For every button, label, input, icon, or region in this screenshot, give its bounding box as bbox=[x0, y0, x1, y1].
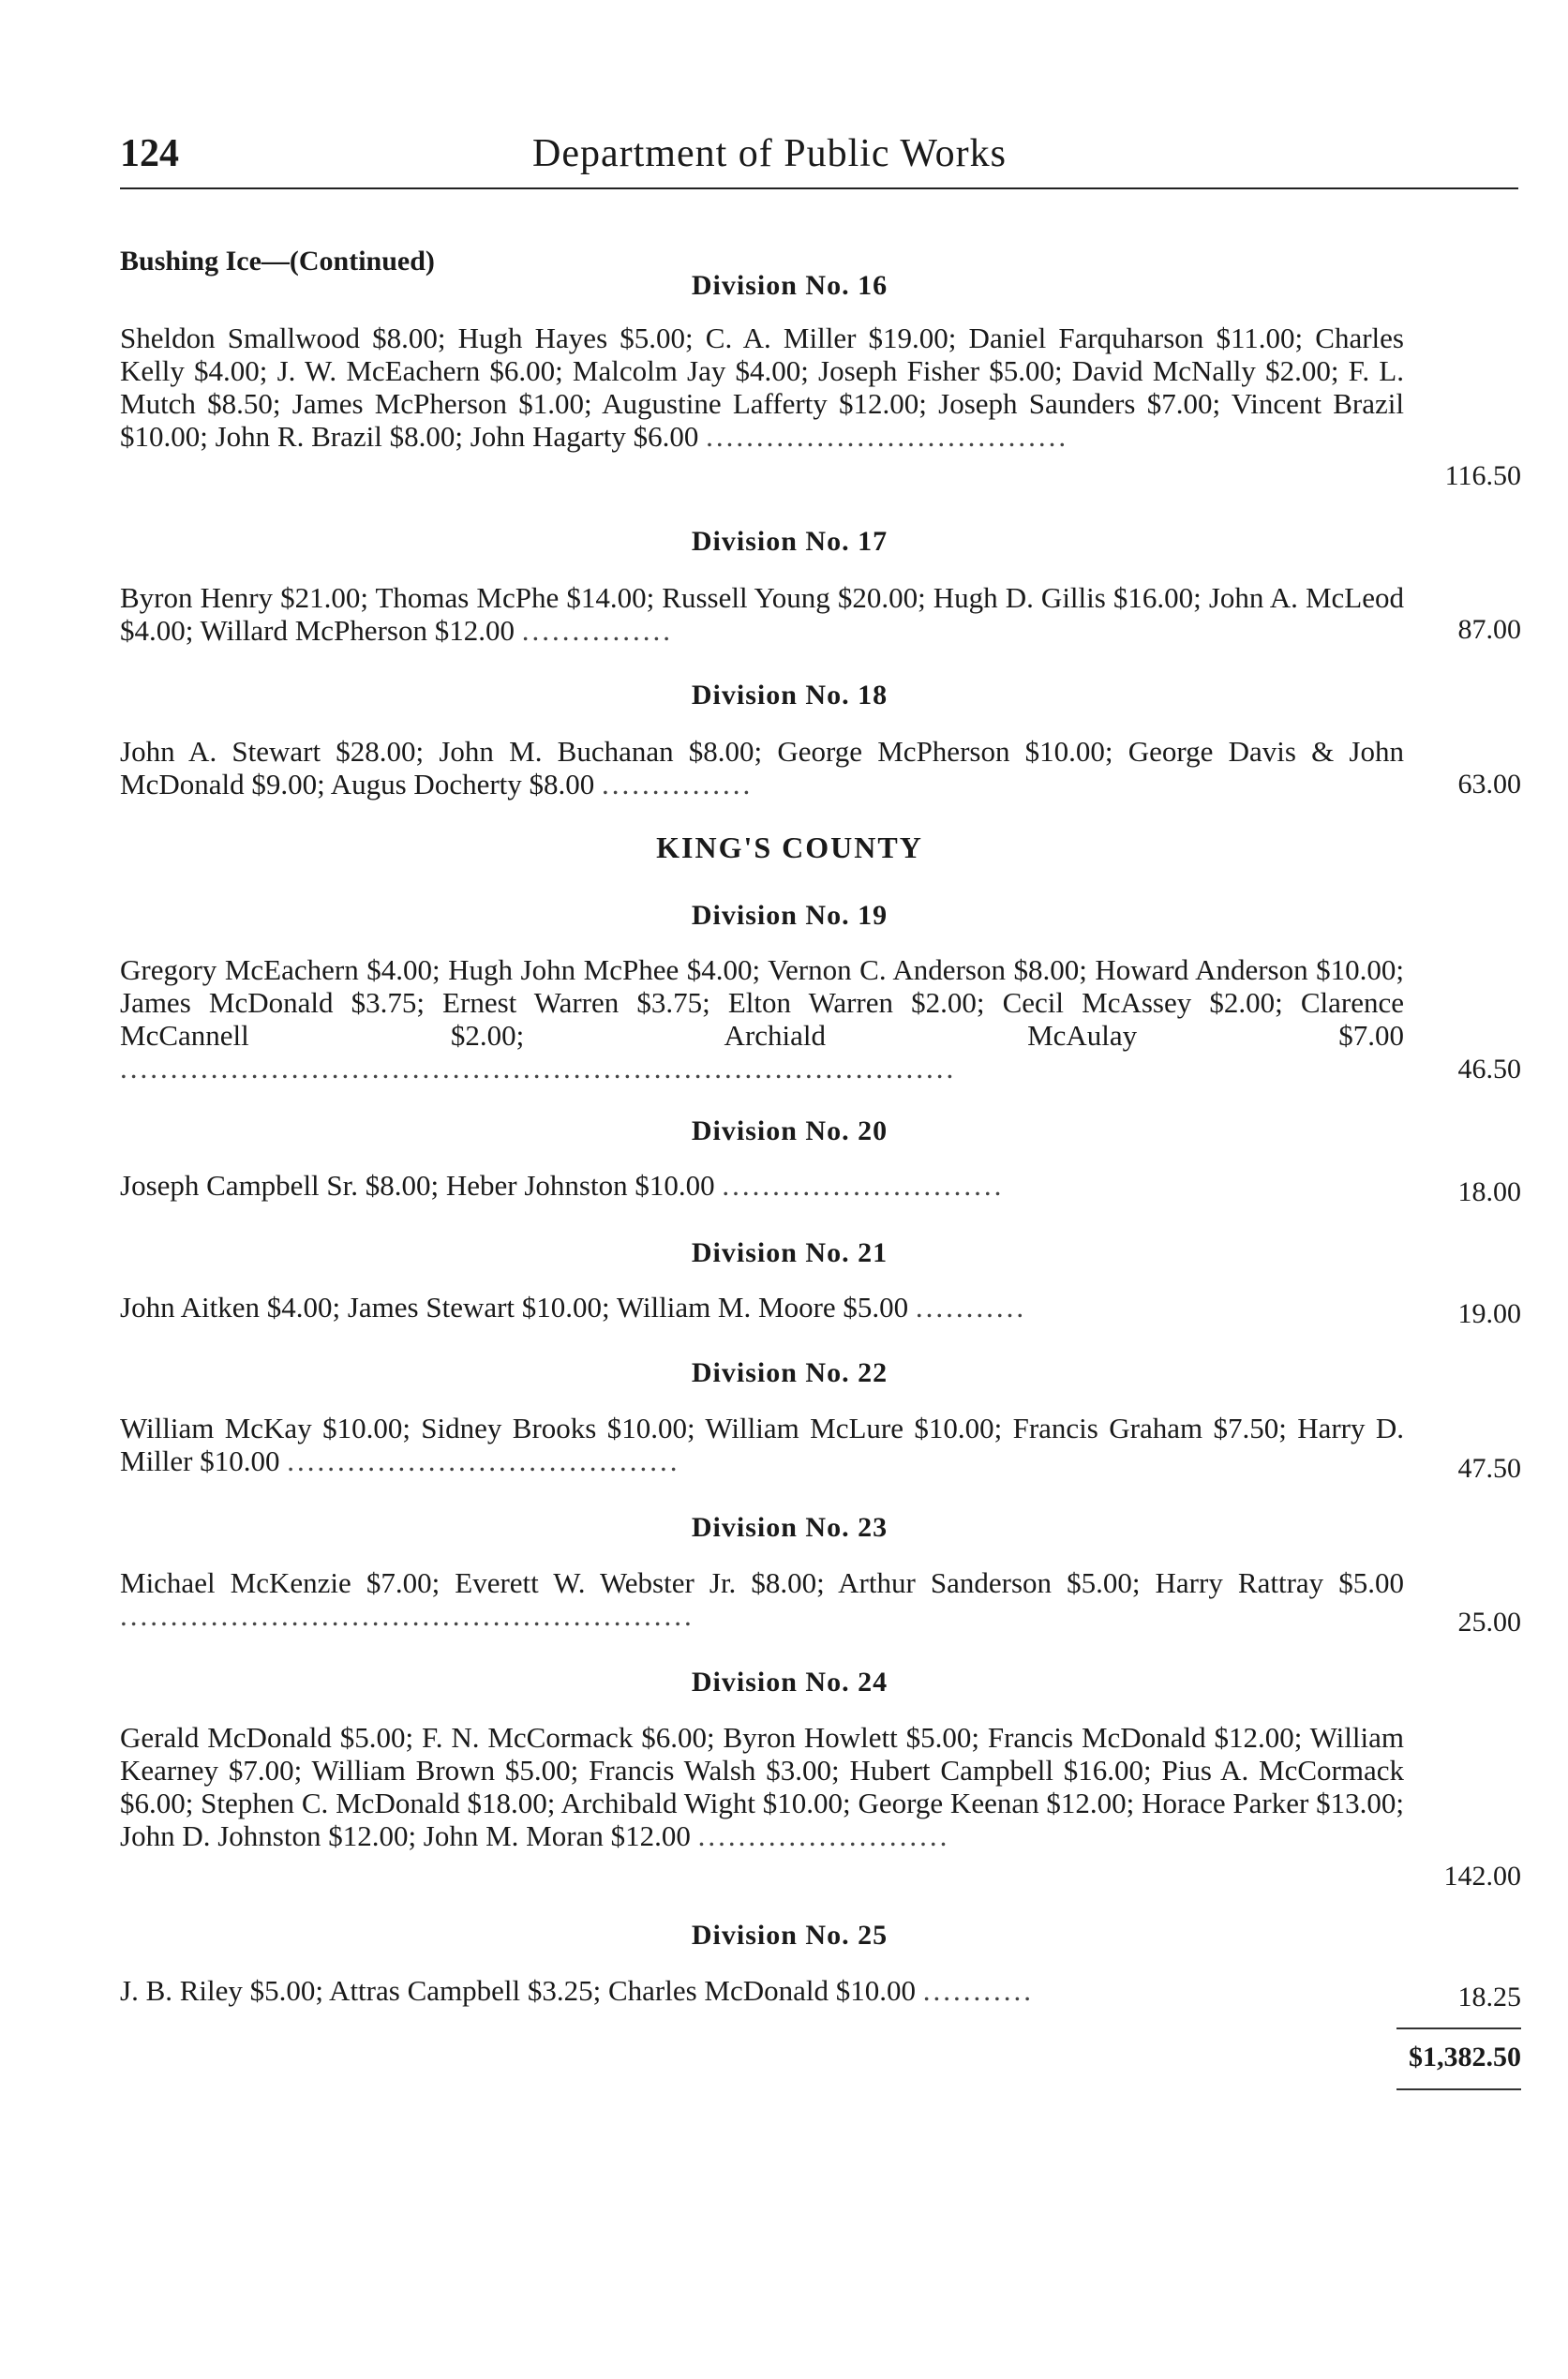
division-heading: Division No. 23 bbox=[691, 1512, 889, 1543]
division-entry bbox=[120, 1291, 1404, 1324]
division-text: Gerald McDonald $5.00; F. N. McCormack $6.00; Byron Howlett $5.00; Francis McDonald $12.00; William Kearney $7.00; William Brown $5.00; Francis Walsh $3.00; Hubert Campbell $16.00; Pius A. McCormack $6.00; Stephen C. McDonald $18.00; Archibald Wight $10.00; George Keenan $12.00; Horace Parker $13.00; John D. Johnston $12.00; John M. Moran $12.00 bbox=[120, 1721, 1404, 1852]
division-heading: Division No. 20 bbox=[691, 1115, 889, 1146]
division-entry bbox=[120, 1566, 1404, 1632]
page-title: Department of Public Works bbox=[532, 132, 1007, 175]
leader-dots: ......................................................... bbox=[120, 1599, 694, 1632]
division-heading: Division No. 18 bbox=[691, 680, 889, 711]
division-entry bbox=[120, 735, 1404, 800]
division-amount: 46.50 bbox=[1457, 1054, 1521, 1085]
division-text: J. B. Riley $5.00; Attras Campbell $3.25; Charles McDonald $10.00 bbox=[120, 1974, 916, 2007]
leader-dots: ....................................... bbox=[287, 1444, 680, 1477]
leader-dots: ........... bbox=[922, 1974, 1034, 2007]
sum-rule bbox=[1396, 2027, 1521, 2029]
division-heading: Division No. 21 bbox=[691, 1237, 889, 1268]
division-entry bbox=[120, 581, 1404, 647]
division-heading: Division No. 24 bbox=[691, 1667, 889, 1698]
division-amount: 25.00 bbox=[1457, 1607, 1521, 1638]
leader-dots: ............... bbox=[602, 768, 754, 800]
division-amount: 142.00 bbox=[1443, 1861, 1521, 1892]
division-heading: Division No. 17 bbox=[691, 526, 889, 557]
division-heading: Division No. 16 bbox=[691, 270, 889, 301]
page-number: 124 bbox=[120, 132, 179, 175]
leader-dots: ............................ bbox=[722, 1169, 1005, 1202]
leader-dots: ........... bbox=[915, 1291, 1027, 1324]
division-text: Byron Henry $21.00; Thomas McPhe $14.00; Russell Young $20.00; Hugh D. Gillis $16.00; John A. McLeod $4.00; Willard McPherson $12.00 bbox=[120, 581, 1404, 647]
header-rule bbox=[120, 187, 1518, 189]
division-amount: 116.50 bbox=[1444, 460, 1521, 491]
division-amount: 87.00 bbox=[1457, 614, 1521, 645]
division-entry bbox=[120, 1412, 1404, 1477]
grand-total: $1,382.50 bbox=[1409, 2042, 1521, 2072]
division-text: Joseph Campbell Sr. $8.00; Heber Johnston $10.00 bbox=[120, 1169, 715, 1202]
division-amount: 19.00 bbox=[1457, 1298, 1521, 1329]
division-text: Michael McKenzie $7.00; Everett W. Webster Jr. $8.00; Arthur Sanderson $5.00; Harry Rattray $5.00 bbox=[120, 1566, 1404, 1599]
county-heading: KING'S COUNTY bbox=[656, 830, 923, 864]
leader-dots: ............... bbox=[521, 614, 673, 647]
division-heading: Division No. 19 bbox=[691, 900, 889, 931]
division-text: William McKay $10.00; Sidney Brooks $10.00; William McLure $10.00; Francis Graham $7.50; Harry D. Miller $10.00 bbox=[120, 1412, 1404, 1477]
leader-dots: ......................... bbox=[697, 1819, 950, 1852]
section-label: Bushing Ice—(Continued) bbox=[120, 246, 435, 277]
division-entry bbox=[120, 953, 1404, 1085]
division-heading: Division No. 25 bbox=[691, 1920, 889, 1951]
division-heading: Division No. 22 bbox=[691, 1357, 889, 1388]
division-amount: 63.00 bbox=[1457, 769, 1521, 800]
division-amount: 18.25 bbox=[1457, 1982, 1521, 2012]
division-amount: 18.00 bbox=[1457, 1176, 1521, 1207]
division-entry bbox=[120, 322, 1404, 453]
division-amount: 47.50 bbox=[1457, 1453, 1521, 1484]
division-entry bbox=[120, 1169, 1404, 1202]
division-entry bbox=[120, 1974, 1404, 2007]
division-text: John A. Stewart $28.00; John M. Buchanan $8.00; George McPherson $10.00; George Davis & John McDonald $9.00; Augus Docherty $8.00 bbox=[120, 735, 1404, 800]
leader-dots: ................................................................................... bbox=[120, 1052, 957, 1085]
page-header bbox=[120, 131, 1518, 187]
leader-dots: .................................... bbox=[706, 420, 1069, 453]
division-text: Sheldon Smallwood $8.00; Hugh Hayes $5.00; C. A. Miller $19.00; Daniel Farquharson $11.00; Charles Kelly $4.00; J. W. McEachern $6.00; Malcolm Jay $4.00; Joseph Fisher $5.00; David McNally $2.00; F. L. Mutch $8.50; James McPherson $1.00; Augustine Lafferty $12.00; Joseph Saunders $7.00; Vincent Brazil $10.00; John R. Brazil $8.00; John Hagarty $6.00 bbox=[120, 322, 1404, 453]
total-underline bbox=[1396, 2088, 1521, 2090]
division-text: John Aitken $4.00; James Stewart $10.00; William M. Moore $5.00 bbox=[120, 1291, 909, 1324]
division-text: Gregory McEachern $4.00; Hugh John McPhee $4.00; Vernon C. Anderson $8.00; Howard Anderson $10.00; James McDonald $3.75; Ernest Warren $3.75; Elton Warren $2.00; Cecil McAssey $2.00; Clarence McCannell $2.00; Archiald McAulay $7.00 bbox=[120, 953, 1404, 1052]
division-entry bbox=[120, 1721, 1404, 1852]
